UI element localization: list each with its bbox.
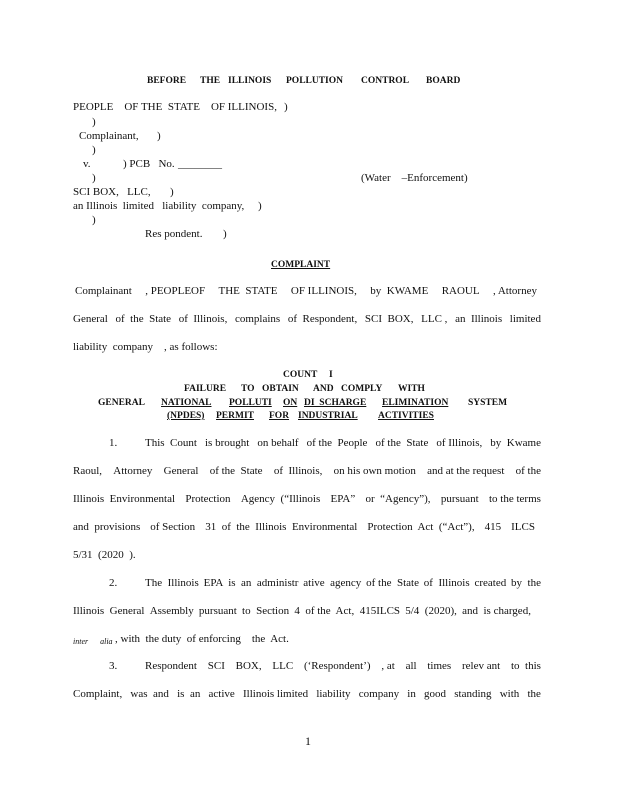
count-title-word: POLLUTI [229, 398, 272, 408]
paragraph-line [73, 605, 531, 618]
text-segment: to this [510, 660, 541, 672]
count-title-word: OBTAIN [262, 384, 299, 394]
text-segment: the [527, 688, 541, 700]
text-segment: 5/4 (2020), [405, 605, 457, 617]
text-segment: and is charged, [462, 605, 531, 617]
text-segment: ILCS [511, 521, 535, 533]
text-segment: or “Agency”), [365, 493, 431, 505]
header-word: ILLINOIS [228, 76, 272, 86]
text-segment: is an administr [228, 577, 299, 589]
text-segment: standing [454, 688, 492, 700]
text-segment: EPA [203, 577, 224, 589]
header-word: POLLUTION [286, 76, 344, 86]
caption-paren: ) [157, 130, 161, 142]
text-segment: of Illinois, [178, 313, 228, 325]
text-segment: of Illinois [423, 577, 470, 589]
text-segment: Agency (“Illinois [240, 493, 321, 505]
text-segment: is an [177, 688, 201, 700]
intro-line [75, 285, 537, 298]
caption-paren: ) [223, 228, 227, 240]
text-segment: , Attorney [492, 285, 537, 297]
text-segment: and at the request [427, 465, 505, 477]
text-segment: ative agency [303, 577, 362, 589]
text-segment: BOX, [235, 660, 262, 672]
caption-sci-box: SCI BOX, LLC, [73, 186, 151, 198]
caption-paren: ) [92, 214, 96, 226]
count-title-word: ACTIVITIES [378, 411, 434, 421]
text-segment: by the [511, 577, 541, 589]
text-segment: company [358, 688, 400, 700]
text-segment: , at [381, 660, 395, 672]
count-title-word: NATIONAL [161, 398, 212, 408]
text-segment: of the State [366, 577, 419, 589]
paragraph-line [73, 493, 541, 506]
paragraph-line [73, 465, 541, 478]
count-title-word: COMPLY [341, 384, 383, 394]
intro-line [73, 313, 541, 326]
text-segment: EPA” [330, 493, 356, 505]
text-segment: LLC , [421, 313, 448, 325]
count-title-word: INDUSTRIAL [298, 411, 358, 421]
caption-paren: ) [284, 101, 288, 113]
count-title-word: FOR [269, 411, 290, 421]
text-segment: limited [509, 313, 541, 325]
text-segment: of the State [115, 313, 172, 325]
text-segment: Illinois General [73, 605, 145, 617]
text-segment: This Count [145, 437, 197, 449]
text-segment: of Section [150, 521, 196, 533]
complaint-title: COMPLAINT [271, 260, 331, 270]
count-title-word: (NPDES) [167, 411, 205, 421]
text-segment: 31 of the Illinois Environmental [205, 521, 358, 533]
paragraph-line [145, 577, 541, 590]
text-segment: by KWAME [370, 285, 429, 297]
text-segment: General [73, 313, 108, 325]
text-segment: LLC [272, 660, 294, 672]
paragraph-number: 1. [109, 437, 118, 449]
caption-paren: ) [170, 186, 174, 198]
text-segment: 415 [484, 521, 502, 533]
caption-llc-description: an Illinois limited liability company, [73, 200, 245, 212]
count-title-word: TO [241, 384, 255, 394]
count-title-word: GENERAL [98, 398, 145, 408]
text-segment: pursuant [440, 493, 479, 505]
text-segment: Complainant [75, 285, 132, 297]
text-segment: Protection [185, 493, 231, 505]
text-segment: liability [316, 688, 351, 700]
paragraph-number: 2. [109, 577, 118, 589]
text-segment: and provisions [73, 521, 141, 533]
text-segment: created [474, 577, 507, 589]
text-segment: SCI BOX, [364, 313, 414, 325]
text-segment: an Illinois [455, 313, 503, 325]
text-segment: active [208, 688, 235, 700]
text-segment: all [405, 660, 417, 672]
text-segment: of the State [375, 437, 429, 449]
caption-pcb-no: ) PCB No. [123, 158, 175, 170]
text-segment: times [427, 660, 452, 672]
paragraph-line [145, 437, 541, 450]
text-segment: Complaint, [73, 688, 123, 700]
text-segment: on his own motion [333, 465, 416, 477]
caption-paren: ) [258, 200, 262, 212]
text-segment: relev ant [461, 660, 501, 672]
count-heading: COUNT [283, 370, 318, 380]
text-segment: of Illinois, [436, 437, 483, 449]
text-segment: of the State [209, 465, 263, 477]
count-title-word: SYSTEM [468, 398, 508, 408]
caption-water-enforcement: (Water –Enforcement) [361, 172, 468, 184]
text-segment: to the terms [489, 493, 541, 505]
count-number: I [329, 370, 333, 380]
text-segment: THE STATE [218, 285, 278, 297]
paragraph-line [73, 521, 535, 534]
count-title-word: ON [283, 398, 298, 408]
paragraph-line: , with the duty of enforcing the Act. [115, 633, 289, 645]
count-title-word: WITH [398, 384, 425, 394]
text-segment: in [407, 688, 416, 700]
text-segment: by Kwame [490, 437, 541, 449]
text-segment: with [499, 688, 520, 700]
text-segment: Illinois limited [243, 688, 309, 700]
caption-paren: ) [92, 116, 96, 128]
header-word: THE [200, 76, 221, 86]
caption-paren: ) [92, 144, 96, 156]
text-segment: Illinois Environmental [73, 493, 176, 505]
italic-phrase: inter alia [73, 637, 113, 646]
text-segment: SCI [207, 660, 225, 672]
intro-line: liability company , as follows: [73, 341, 218, 353]
text-segment: complains [234, 313, 281, 325]
text-segment: Raoul, [73, 465, 103, 477]
paragraph-number: 3. [109, 660, 118, 672]
paragraph-line [73, 688, 541, 701]
header-word: BOARD [426, 76, 461, 86]
text-segment: on behalf [257, 437, 299, 449]
count-title-word: PERMIT [216, 411, 254, 421]
text-segment: OF ILLINOIS, [290, 285, 357, 297]
text-segment: General [163, 465, 199, 477]
paragraph-line: 5/31 (2020 ). [73, 549, 136, 561]
text-segment: 4 of the Act, 415ILCS [294, 605, 401, 617]
text-segment: Assembly [149, 605, 194, 617]
header-word: CONTROL [361, 76, 410, 86]
text-segment: good [424, 688, 447, 700]
text-segment: RAOUL [441, 285, 480, 297]
caption-v: v. [83, 158, 91, 170]
text-segment: pursuant [198, 605, 237, 617]
caption-paren: ) [92, 172, 96, 184]
count-title-word: DI SCHARGE [304, 398, 367, 408]
count-title-word: FAILURE [184, 384, 227, 394]
text-segment: was and [130, 688, 169, 700]
text-segment: of Illinois, [273, 465, 323, 477]
text-segment: Attorney [113, 465, 153, 477]
text-segment: of the [515, 465, 541, 477]
text-segment: is brought [205, 437, 250, 449]
text-segment: of the People [306, 437, 368, 449]
text-segment: of Respondent, [287, 313, 358, 325]
text-segment: Respondent [145, 660, 197, 672]
text-segment: to Section [242, 605, 290, 617]
caption-people: PEOPLE OF THE STATE OF ILLINOIS, [73, 101, 277, 113]
text-segment: Protection Act (“Act”), [367, 521, 475, 533]
page-number: 1 [305, 734, 311, 748]
header-word: BEFORE [147, 76, 187, 86]
count-title-word: ELIMINATION [382, 398, 449, 408]
count-title-word: AND [313, 384, 334, 394]
caption-respondent: Res pondent. [145, 228, 203, 240]
text-segment: , PEOPLEOF [145, 285, 206, 297]
caption-pcb-blank: ________ [178, 158, 222, 170]
caption-complainant: Complainant, [79, 130, 139, 142]
text-segment: The Illinois [145, 577, 199, 589]
paragraph-line [145, 660, 541, 673]
text-segment: (‘Respondent’) [303, 660, 371, 672]
